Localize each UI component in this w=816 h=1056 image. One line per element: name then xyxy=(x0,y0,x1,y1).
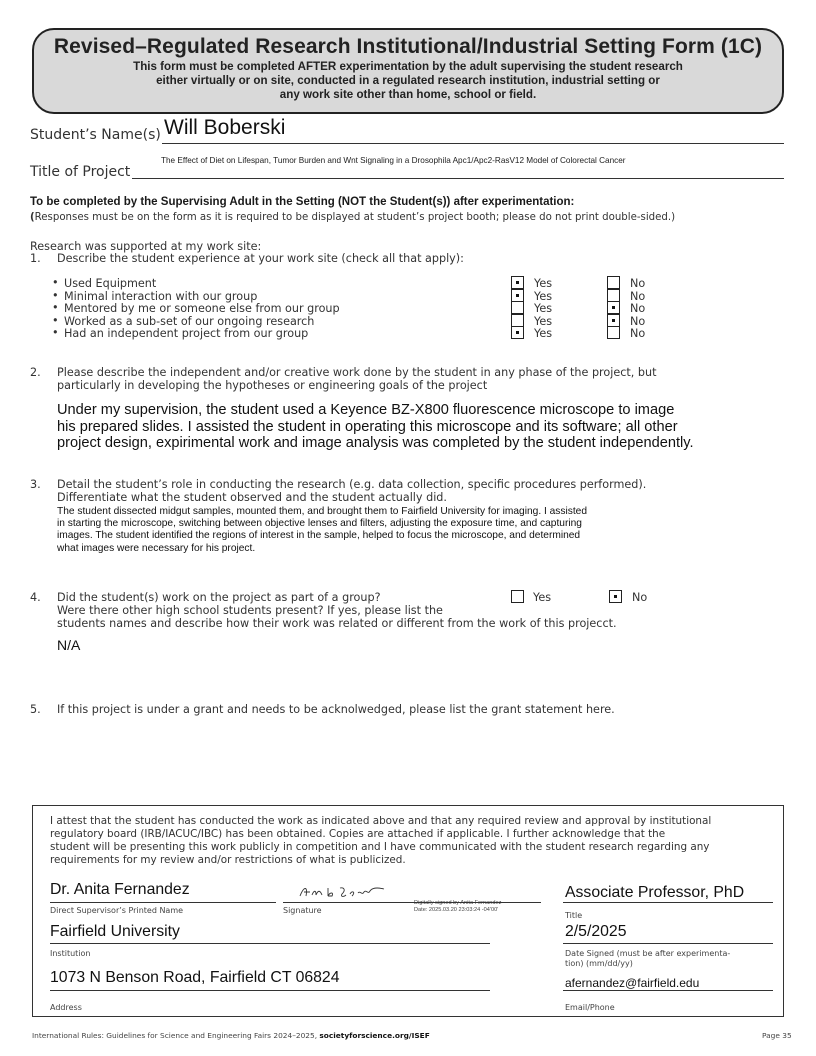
q1-yes-checkbox[interactable] xyxy=(511,326,524,339)
q2-answer-line-3: project design, expirimental work and image analysis was completed by the student independently. xyxy=(57,435,694,451)
supervisor-name-field[interactable]: Dr. Anita Fernandez xyxy=(50,881,190,898)
footer-guidelines xyxy=(32,1031,430,1040)
subtitle-line-2: either virtually or on site, conducted in a regulated research institution, industrial setting or xyxy=(156,74,660,87)
q2-answer[interactable] xyxy=(57,402,694,452)
q1-no-checkbox[interactable] xyxy=(607,289,620,302)
q1-no-label: No xyxy=(630,302,646,315)
q1-yes-label: Yes xyxy=(534,314,553,328)
q3-number: 3. xyxy=(30,478,41,491)
attestation-line-3: student will be presenting this work publicly in competition and I have communicated with the student research regarding any xyxy=(50,841,710,853)
q4-no-label: No xyxy=(632,591,648,604)
attestation-text xyxy=(50,815,772,867)
q1-no-label: No xyxy=(630,277,646,290)
q1-no-checkbox[interactable] xyxy=(607,326,620,339)
q1-item xyxy=(52,302,652,314)
bullet-icon: • xyxy=(52,326,59,339)
q4-yes-checkbox[interactable] xyxy=(511,590,524,603)
bullet-icon: • xyxy=(52,313,59,327)
digital-signature-line-1: Digitally signed by Anita Fernandez xyxy=(414,900,502,906)
supervisor-instruction: To be completed by the Supervising Adult in the Setting (NOT the Student(s)) after experimentation: xyxy=(30,196,575,208)
title-underline xyxy=(563,902,773,903)
booth-instruction-text: Responses must be on the form as it is required to be displayed at student’s project booth; please do not print double-sided.) xyxy=(34,212,676,223)
q1-item xyxy=(52,277,652,289)
date-label-line-2: tion) (mm/dd/yy) xyxy=(565,959,633,968)
q1-item-label: Mentored by me or someone else from our group xyxy=(64,302,340,315)
institution-underline xyxy=(50,943,490,944)
form-subtitle xyxy=(63,60,753,102)
bullet-icon: • xyxy=(52,301,59,314)
q1-number: 1. xyxy=(30,252,41,265)
q4-number: 4. xyxy=(30,591,41,604)
student-name-underline xyxy=(162,143,784,144)
booth-instruction xyxy=(30,212,675,223)
attestation-line-2: regulatory board (IRB/IACUC/IBC) has been obtained. Copies are attached if applicable. I further acknowledge that the xyxy=(50,828,666,840)
instruction-paren: ( xyxy=(30,212,35,223)
date-label-line-1: Date Signed (must be after experimenta- xyxy=(565,949,731,958)
supervisor-title-field[interactable]: Associate Professor, PhD xyxy=(565,884,745,901)
signature-script-text: Anita Fernandez xyxy=(304,894,312,895)
q3-line-1: Detail the student’s role in conducting the research (e.g. data collection, specific procedures performed). xyxy=(57,478,647,491)
handwritten-signature xyxy=(298,884,388,902)
q1-item xyxy=(52,327,652,339)
q1-no-label: No xyxy=(630,289,646,303)
email-field[interactable]: afernandez@fairfield.edu xyxy=(565,976,700,990)
attestation-line-4: requirements for my review and/or restrictions of what is publicized. xyxy=(50,854,406,866)
q1-yes-label: Yes xyxy=(534,302,553,315)
q1-yes-checkbox[interactable] xyxy=(511,314,524,327)
email-label: Email/Phone xyxy=(565,1003,615,1012)
student-name-label: Student’s Name(s) xyxy=(30,127,161,143)
date-signed-field[interactable]: 2/5/2025 xyxy=(565,923,627,940)
q1-yes-checkbox[interactable] xyxy=(511,276,524,289)
q1-yes-checkbox[interactable] xyxy=(511,301,524,314)
form-header xyxy=(32,28,784,114)
q4-answer[interactable]: N/A xyxy=(57,637,81,653)
q3-text xyxy=(57,478,646,504)
q3-answer-line-2: in starting the microscope, switching between objective lenses and filters, adjusting the exposure time, and capturing xyxy=(57,518,582,530)
title-label: Title xyxy=(565,911,583,920)
q4-line-1: Did the student(s) work on the project as part of a group? xyxy=(57,591,381,604)
q1-yes-checkbox[interactable] xyxy=(511,289,524,302)
subtitle-line-1: This form must be completed AFTER experimentation by the adult supervising the student research xyxy=(133,60,683,73)
q1-item-label: Had an independent project from our group xyxy=(64,327,309,340)
q1-item xyxy=(52,315,652,327)
q3-line-2: Differentiate what the student observed and the student actually did. xyxy=(57,491,447,504)
project-title-underline xyxy=(132,178,784,179)
digital-signature-line-2: Date: 2025.03.20 23:03:24 -04'00' xyxy=(414,907,499,913)
q2-answer-line-2: his prepared slides. I assisted the student in operating this microscope and its software; all other xyxy=(57,418,678,435)
q2-line-2: particularly in developing the hypotheses or engineering goals of the project xyxy=(57,379,488,392)
page-number: Page 35 xyxy=(762,1031,792,1040)
footer-text: International Rules: Guidelines for Science and Engineering Fairs 2024–2025, xyxy=(32,1031,320,1040)
q2-answer-line-1: Under my supervision, the student used a Keyence BZ-X800 fluorescence microscope to image xyxy=(57,402,675,418)
address-label: Address xyxy=(50,1003,82,1012)
q4-line-2: Were there other high school students present? If yes, please list the xyxy=(57,604,443,617)
q3-answer-line-1: The student dissected midgut samples, mounted them, and brought them to Fairfield University for imaging. I assisted xyxy=(57,506,588,517)
bullet-icon: • xyxy=(52,276,59,289)
supervisor-name-underline xyxy=(50,902,276,903)
q2-text xyxy=(57,366,656,392)
q1-text: Describe the student experience at your work site (check all that apply): xyxy=(57,252,464,265)
q1-no-checkbox[interactable] xyxy=(607,301,620,314)
q1-no-label: No xyxy=(630,314,646,328)
footer-link[interactable]: societyforscience.org/ISEF xyxy=(319,1031,430,1040)
q1-no-label: No xyxy=(630,327,646,340)
q4-line-3: students names and describe how their work was related or different from the work of this projecct. xyxy=(57,617,617,630)
q1-yes-label: Yes xyxy=(534,277,553,290)
q5-number: 5. xyxy=(30,703,41,716)
project-title-label: Title of Project xyxy=(30,164,131,180)
signature-underline xyxy=(283,902,541,903)
supervisor-name-label: Direct Supervisor’s Printed Name xyxy=(50,906,184,915)
q1-item-label: Used Equipment xyxy=(64,277,157,290)
attestation-line-1: I attest that the student has conducted the work as indicated above and that any required review and approval by institutional xyxy=(50,815,712,827)
address-underline xyxy=(50,990,490,991)
q1-yes-label: Yes xyxy=(534,289,553,303)
form-title: Revised–Regulated Research Institutional/Industrial Setting Form (1C) xyxy=(53,35,763,58)
q3-answer-line-4: what images were necessary for his project. xyxy=(57,542,256,554)
project-title-field[interactable]: The Effect of Diet on Lifespan, Tumor Burden and Wnt Signaling in a Drosophila Apc1/Apc2-RasV12 Model of Colorectal Cancer xyxy=(161,156,626,165)
bullet-icon: • xyxy=(52,288,59,302)
q5-text: If this project is under a grant and needs to be acknolwedged, please list the grant statement here. xyxy=(57,703,615,716)
q2-line-1: Please describe the independent and/or creative work done by the student in any phase of the project, but xyxy=(57,366,657,379)
q1-item-label: Minimal interaction with our group xyxy=(64,289,258,303)
attestation-box xyxy=(32,805,784,1017)
q2-number: 2. xyxy=(30,366,41,379)
q4-yes-label: Yes xyxy=(533,591,552,604)
q1-item xyxy=(52,290,652,302)
date-underline xyxy=(563,943,773,944)
date-signed-label xyxy=(565,949,730,969)
signature-label: Signature xyxy=(283,906,322,915)
q4-no-checkbox[interactable] xyxy=(609,590,622,603)
q1-no-checkbox[interactable] xyxy=(607,314,620,327)
subtitle-line-3: any work site other than home, school or field. xyxy=(279,88,537,101)
address-field[interactable]: 1073 N Benson Road, Fairfield CT 06824 xyxy=(50,969,340,986)
institution-label: Institution xyxy=(50,949,91,958)
q1-intro: Research was supported at my work site: xyxy=(30,240,262,253)
q1-yes-label: Yes xyxy=(534,327,553,340)
email-underline xyxy=(563,990,773,991)
q1-no-checkbox[interactable] xyxy=(607,276,620,289)
q3-answer[interactable] xyxy=(57,506,587,555)
q1-item-label: Worked as a sub-set of our ongoing research xyxy=(64,314,315,328)
student-name-field[interactable]: Will Boberski xyxy=(164,116,286,139)
q3-answer-line-3: images. The student identified the regions of interest in the sample, helped to focus the microscope, and determined xyxy=(57,530,581,542)
institution-field[interactable]: Fairfield University xyxy=(50,923,180,940)
